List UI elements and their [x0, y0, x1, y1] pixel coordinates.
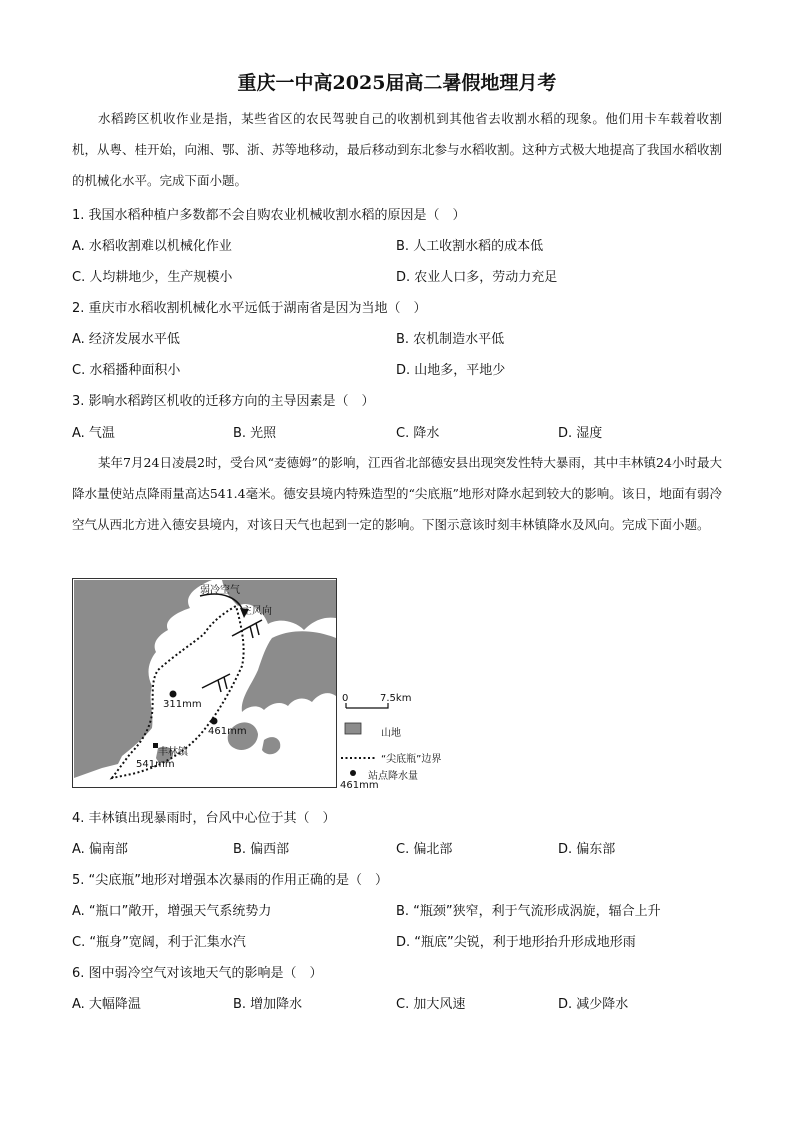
question-2-option-b[interactable]: B. 农机制造水平低 [396, 332, 505, 347]
question-6-stem: 6. 图中弱冷空气对该地天气的影响是（ ） [72, 966, 323, 981]
legend-boundary-label: “尖底瓶”边界 [381, 754, 442, 765]
town-rainfall-label: 541mm [136, 759, 175, 770]
main-wind-label: 主风向 [242, 606, 272, 617]
question-3-option-b[interactable]: B. 光照 [233, 426, 277, 441]
question-1-option-a[interactable]: A. 水稻收割难以机械化作业 [72, 239, 232, 254]
question-3-stem: 3. 影响水稻跨区机收的迁移方向的主导因素是（ ） [72, 394, 375, 409]
question-3-option-c[interactable]: C. 降水 [396, 426, 440, 441]
legend-mountain-swatch [345, 723, 361, 734]
page-title: 重庆一中高2025届高二暑假地理月考 [237, 72, 557, 94]
cold-air-label: 弱冷空气 [200, 585, 240, 596]
question-6-option-a[interactable]: A. 大幅降温 [72, 997, 141, 1012]
passage-2: 某年7月24日凌晨2时，受台风“麦德姆”的影响，江西省北部德安县出现突发性特大暴雨，其中丰林镇24小时最大降水量使站点降雨量高达541.4毫米。德安县境内特殊造型的“尖底瓶”地形对降水起到较大的影响。该日，地面有弱冷空气从西北方进入德安县境内，对该日天气也起到一定的影响。下图示意该时刻丰林镇降水及风向。完成下面小题。 [72, 455, 722, 532]
legend-station-label: 站点降水量 [368, 771, 418, 782]
question-2-option-c[interactable]: C. 水稻播种面积小 [72, 363, 181, 378]
question-6-option-c[interactable]: C. 加大风速 [396, 997, 466, 1012]
question-4-stem: 4. 丰林镇出现暴雨时，台风中心位于其（ ） [72, 811, 336, 826]
station-label-311: 311mm [163, 699, 202, 710]
rainfall-map [72, 578, 337, 788]
question-3-option-d[interactable]: D. 湿度 [558, 426, 603, 441]
rainfall-map-svg [72, 578, 337, 788]
question-3-option-a[interactable]: A. 气温 [72, 426, 115, 441]
question-5-option-d[interactable]: D. “瓶底”尖锐，利于地形抬升形成地形雨 [396, 935, 636, 950]
question-2-stem: 2. 重庆市水稻收割机械化水平远低于湖南省是因为当地（ ） [72, 301, 427, 316]
town-label: 丰林镇 [158, 747, 188, 758]
legend-station-dot [350, 770, 356, 776]
question-4-option-a[interactable]: A. 偏南部 [72, 842, 128, 857]
question-1-stem: 1. 我国水稻种植户多数都不会自购农业机械收割水稻的原因是（ ） [72, 208, 466, 223]
scale-km-label: 7.5km [380, 693, 412, 704]
question-4-option-d[interactable]: D. 偏东部 [558, 842, 616, 857]
station-dot-461 [211, 718, 218, 725]
station-dot-311 [170, 691, 177, 698]
question-2-option-d[interactable]: D. 山地多，平地少 [396, 363, 506, 378]
station-label-461: 461mm [208, 726, 247, 737]
question-1-option-b[interactable]: B. 人工收割水稻的成本低 [396, 239, 544, 254]
question-5-option-b[interactable]: B. “瓶颈”狭窄，利于气流形成涡旋，辐合上升 [396, 904, 661, 919]
question-6-option-b[interactable]: B. 增加降水 [233, 997, 303, 1012]
question-4-option-b[interactable]: B. 偏西部 [233, 842, 290, 857]
legend-station-value: 461mm [340, 780, 379, 791]
question-1-option-c[interactable]: C. 人均耕地少，生产规模小 [72, 270, 233, 285]
question-2-option-a[interactable]: A. 经济发展水平低 [72, 332, 180, 347]
passage-1: 水稻跨区机收作业是指，某些省区的农民驾驶自己的收割机到其他省去收割水稻的现象。他们用卡车载着收割机，从粤、桂开始，向湘、鄂、浙、苏等地移动，最后移动到东北参与水稻收割。这种方式极大地提高了我国水稻收割的机械化水平。完成下面小题。 [72, 111, 723, 188]
question-1-option-d[interactable]: D. 农业人口多，劳动力充足 [396, 270, 558, 285]
question-5-option-a[interactable]: A. “瓶口”敞开，增强天气系统势力 [72, 904, 272, 919]
question-4-option-c[interactable]: C. 偏北部 [396, 842, 453, 857]
question-5-stem: 5. “尖底瓶”地形对增强本次暴雨的作用正确的是（ ） [72, 873, 389, 888]
question-6-option-d[interactable]: D. 减少降水 [558, 997, 629, 1012]
question-5-option-c[interactable]: C. “瓶身”宽阔，利于汇集水汽 [72, 935, 246, 950]
legend-mountain-label: 山地 [381, 728, 401, 739]
scale-zero-label: 0 [342, 693, 349, 704]
